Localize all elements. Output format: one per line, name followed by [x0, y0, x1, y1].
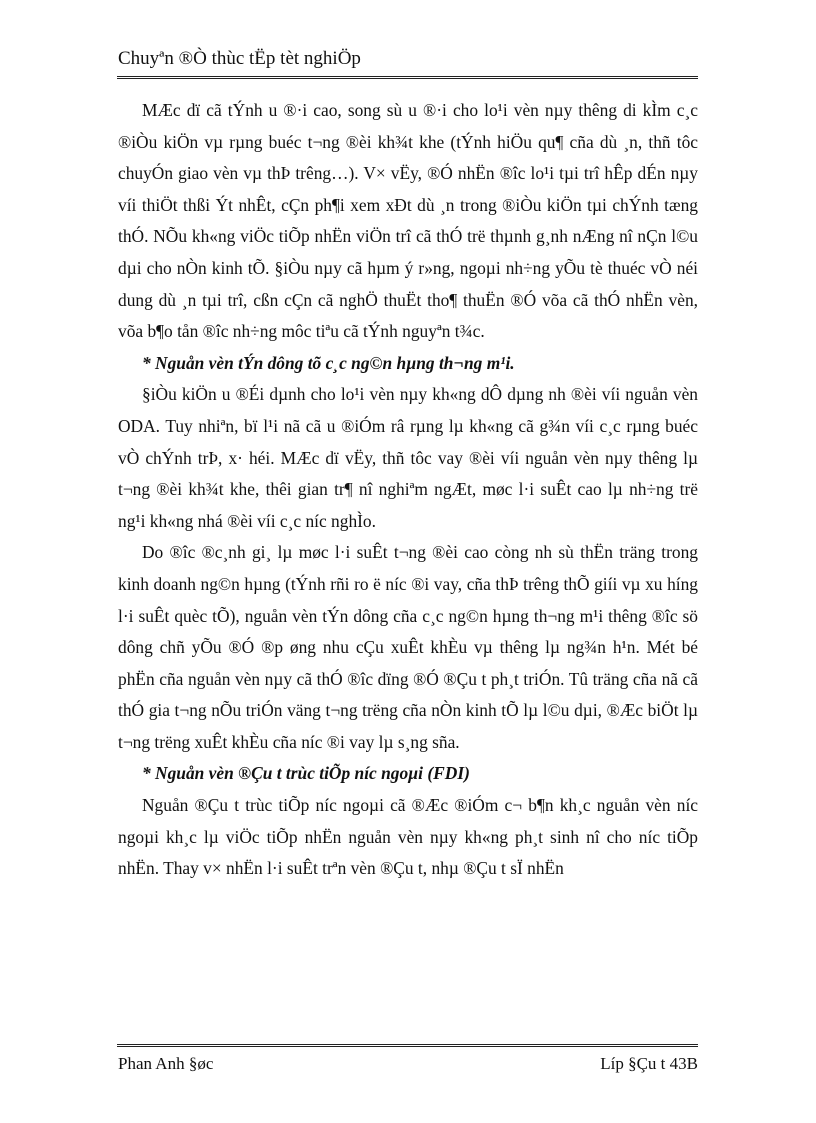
paragraph-commercial-credit-usage: Do ®îc ®c¸nh gi¸ lµ møc l·i suÊt t¬ng ®èi cao còng nh sù thËn träng trong kinh doanh ng©n hµng (tÝnh rñi ro ë níc ®i vay, cña thÞ trêng thÕ giíi vµ xu híng l·i suÊt quèc tÕ), nguån vèn tÝn dông cña c¸c ng©n hµng th¬ng m¹i thêng ®îc sö dông chñ yÕu ®Ó ®p øng nhu cÇu xuÊt khÈu vµ thêng lµ ng¾n h¹n. Mét bé phËn cña nguån vèn nµy cã thÓ ®îc dïng ®Ó ®Çu t ph¸t triÓn. Tû träng cña nã cã thÓ gia t¬ng nÕu triÓn väng t¬ng trëng cña nÒn kinh tÕ lµ l©u dµi, ®Æc biÖt lµ t¬ng trëng xuÊt khÈu cña níc ®i vay lµ s¸ng sña. [118, 542, 698, 752]
paragraph-commercial-credit-terms: §iÒu kiÖn u ®Éi dµnh cho lo¹i vèn nµy kh«ng dÔ dµng nh ®èi víi nguån vèn ODA. Tuy nhiªn, bï l¹i nã cã u ®iÓm râ rµng lµ kh«ng cã g¾n víi c¸c rµng buéc vÒ chÝnh trÞ, x· héi. MÆc dï vËy, thñ tôc vay ®èi víi nguån vèn nµy thêng lµ t¬ng ®èi kh¾t khe, thêi gian tr¶ nî nghiªm ngÆt, møc l·i suÊt cao lµ nh÷ng trë ng¹i kh«ng nhá ®èi víi c¸c níc nghÌo. [118, 384, 698, 531]
subheading-commercial-bank-credit: * Nguån vèn tÝn dông tõ c¸c ng©n hµng th¬ng m¹i. [142, 352, 515, 373]
footer-divider [117, 1044, 698, 1047]
subheading-fdi: * Nguån vèn ®Çu t trùc tiÕp níc ngoµi (FDI) [142, 763, 470, 784]
paragraph-oda-conditions: MÆc dï cã tÝnh u ®·i cao, song sù u ®·i cho lo¹i vèn nµy thêng di kÌm c¸c ®iÒu kiÖn vµ rµng buéc t¬ng ®èi kh¾t khe (tÝnh hiÖu qu¶ cña dù ¸n, thñ tôc chuyÓn giao vèn vµ thÞ trêng…). V× vËy, ®Ó nhËn ®îc lo¹i tµi trî hÊp dÉn nµy víi thiÖt thßi Ýt nhÊt, cÇn ph¶i xem xÐt dù ¸n trong ®iÒu kiÖn tµi chÝnh tæng thÓ. NÕu kh«ng viÖc tiÕp nhËn viÖn trî cã thÓ trë thµnh g¸nh nÆng nî nÇn l©u dµi cho nÒn kinh tÕ. §iÒu nµy cã hµm ý r»ng, ngoµi nh÷ng yÕu tè thuéc vÒ néi dung dù ¸n tµi trî, cßn cÇn cã nghÖ thuËt tho¶ thuËn ®Ó võa cã thÓ nhËn vèn, võa b¶o tån ®îc nh÷ng môc tiªu cã tÝnh nguyªn t¾c. [118, 100, 698, 342]
paragraph-fdi-features: Nguån ®Çu t trùc tiÕp níc ngoµi cã ®Æc ®iÓm c¬ b¶n kh¸c nguån vèn níc ngoµi kh¸c lµ viÖc tiÕp nhËn nguån vèn nµy kh«ng ph¸t sinh nî cho níc tiÕp nhËn. Thay v× nhËn l·i suÊt trªn vèn ®Çu t, nhµ ®Çu t sÏ nhËn [118, 795, 698, 879]
document-body [118, 95, 698, 885]
footer-author: Phan Anh §øc [118, 1054, 214, 1073]
page-header-title: Chuyªn ®Ò thùc tËp tèt nghiÖp [118, 48, 361, 69]
footer-class-label: Líp §Çu t 43B [600, 1054, 698, 1073]
header-divider [117, 76, 698, 79]
